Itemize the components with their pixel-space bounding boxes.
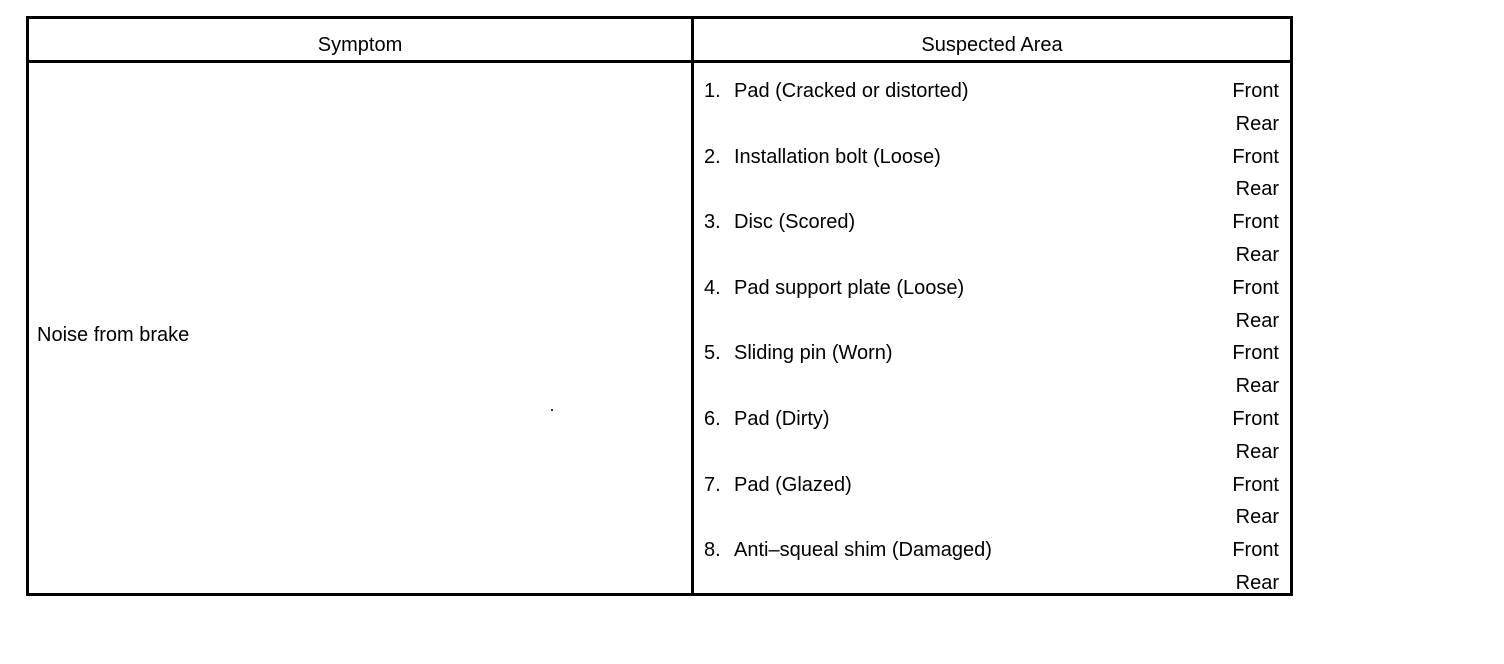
item-text: Installation bolt (Loose) (734, 145, 941, 168)
item-text: Sliding pin (Worn) (734, 342, 893, 365)
front-label: Front (1232, 80, 1279, 102)
list-item (694, 75, 1290, 141)
rear-label: Rear (1235, 112, 1279, 135)
item-text: Disc (Scored) (734, 211, 856, 234)
item-number: 3. (704, 211, 721, 234)
symptom-table (26, 16, 1293, 596)
list-item (694, 534, 1290, 600)
item-text: Anti–squeal shim (Damaged) (734, 539, 992, 562)
list-item (694, 337, 1290, 403)
rear-label: Rear (1235, 178, 1279, 201)
front-label: Front (1232, 211, 1279, 234)
rear-label: Rear (1235, 571, 1279, 594)
front-label: Front (1232, 473, 1279, 496)
symptom-cell: Noise from brake (37, 324, 190, 346)
front-label: Front (1232, 342, 1279, 365)
front-label: Front (1232, 276, 1279, 299)
item-number: 2. (704, 145, 721, 168)
item-number: 8. (704, 539, 721, 562)
rear-label: Rear (1235, 506, 1279, 529)
table-header-row (29, 19, 1290, 63)
item-number: 1. (704, 80, 721, 102)
symptom-column-header: Symptom (317, 34, 403, 56)
list-item (694, 272, 1290, 338)
scan-speck (551, 409, 553, 411)
rear-label: Rear (1235, 243, 1279, 266)
list-item (694, 403, 1290, 469)
rear-label: Rear (1235, 375, 1279, 398)
item-text: Pad support plate (Loose) (734, 276, 965, 299)
rear-label: Rear (1235, 440, 1279, 463)
list-item (694, 206, 1290, 272)
item-number: 7. (704, 473, 721, 496)
rear-label: Rear (1235, 309, 1279, 332)
suspected-area-column-header: Suspected Area (921, 34, 1063, 56)
front-label: Front (1232, 539, 1279, 562)
list-item (694, 469, 1290, 535)
front-label: Front (1232, 407, 1279, 430)
suspected-area-list (694, 75, 1290, 600)
item-text: Pad (Cracked or distorted) (734, 80, 969, 102)
front-label: Front (1232, 145, 1279, 168)
item-text: Pad (Dirty) (734, 407, 830, 430)
item-number: 5. (704, 342, 721, 365)
item-number: 4. (704, 276, 721, 299)
list-item (694, 141, 1290, 207)
item-number: 6. (704, 407, 721, 430)
item-text: Pad (Glazed) (734, 473, 852, 496)
